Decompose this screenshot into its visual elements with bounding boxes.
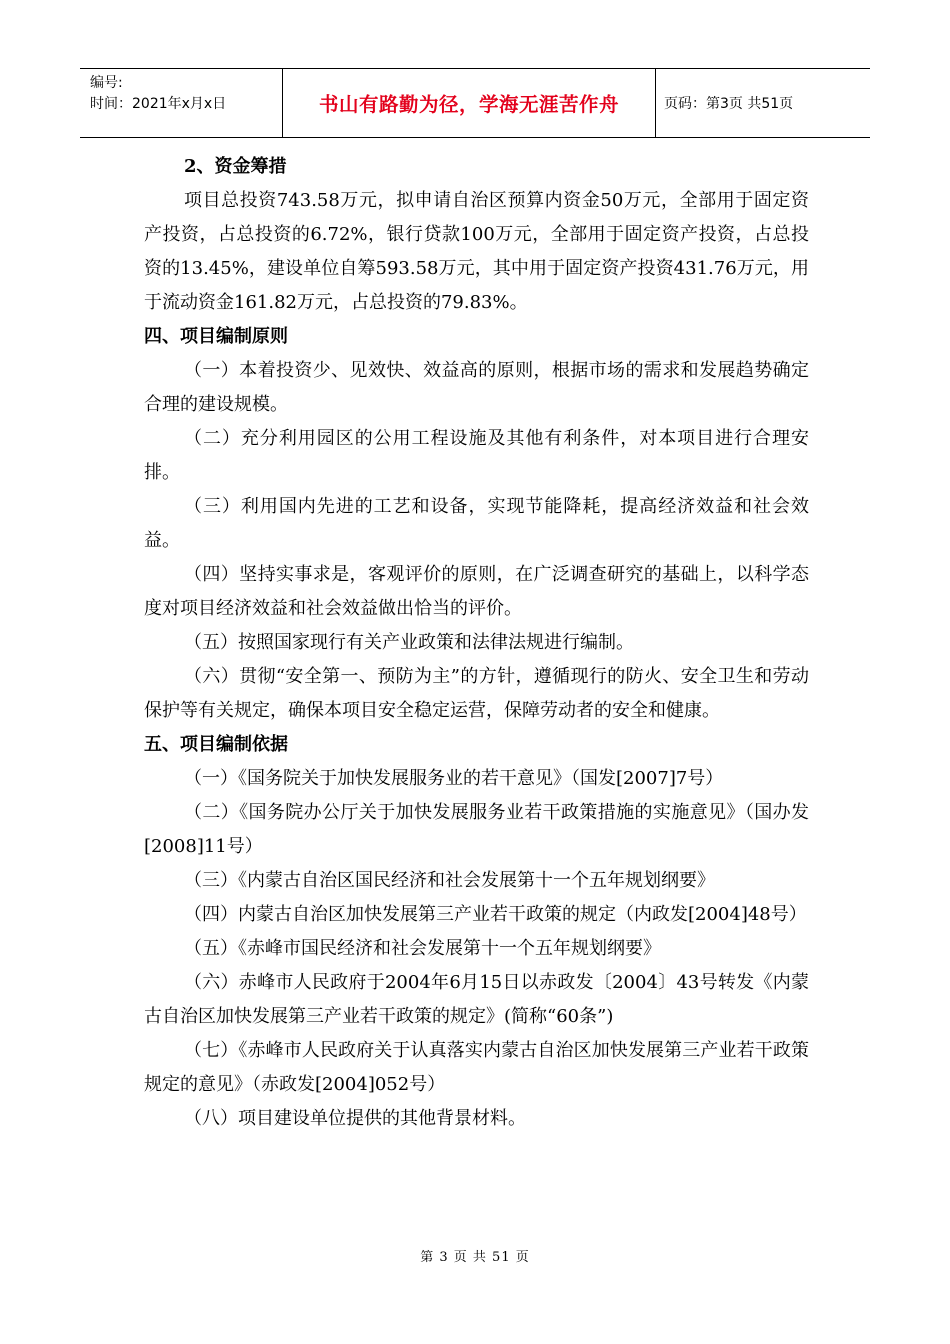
document-number-label: 编号:	[90, 75, 123, 91]
page-footer: 第 3 页 共 51 页	[420, 1250, 530, 1265]
principle-item: （六）贯彻“安全第一、预防为主”的方针，遵循现行的防火、安全卫生和劳动保护等有关规定，确保本项目安全稳定运营，保障劳动者的安全和健康。	[144, 666, 809, 721]
header-page-info: 页码：第3页 共51页	[664, 96, 794, 112]
funding-paragraph: 项目总投资743.58万元，拟申请自治区预算内资金50万元，全部用于固定资产投资，占总投资的6.72%，银行贷款100万元，全部用于固定资产投资，占总投资的13.45%，建设单位自筹593.58万元，其中用于固定资产投资431.76万元，用于流动资金161.82万元，占总投资的79.83%。	[144, 190, 809, 313]
basis-item: （六）赤峰市人民政府于2004年6月15日以赤政发〔2004〕43号转发《内蒙古自治区加快发展第三产业若干政策的规定》(简称“60条”)	[144, 972, 809, 1027]
principle-item: （一）本着投资少、见效快、效益高的原则，根据市场的需求和发展趋势确定合理的建设规模。	[144, 360, 809, 415]
basis-item: （一）《国务院关于加快发展服务业的若干意见》（国发[2007]7号）	[184, 768, 724, 789]
basis-item: （二）《国务院办公厅关于加快发展服务业若干政策措施的实施意见》（国办发[2008]11号）	[144, 802, 809, 857]
principle-item: （二）充分利用园区的公用工程设施及其他有利条件，对本项目进行合理安排。	[144, 428, 809, 483]
basis-item: （四）内蒙古自治区加快发展第三产业若干政策的规定（内政发[2004]48号）	[184, 904, 807, 925]
basis-item: （三）《内蒙古自治区国民经济和社会发展第十一个五年规划纲要》	[184, 870, 715, 891]
header-meta	[80, 69, 283, 137]
principle-item: （四）坚持实事求是，客观评价的原则，在广泛调查研究的基础上，以科学态度对项目经济效益和社会效益做出恰当的评价。	[144, 564, 809, 619]
document-header	[80, 68, 870, 138]
section-4-title: 四、项目编制原则	[144, 326, 288, 347]
section-5-title: 五、项目编制依据	[144, 734, 288, 755]
basis-item: （七）《赤峰市人民政府关于认真落实内蒙古自治区加快发展第三产业若干政策规定的意见》（赤政发[2004]052号）	[144, 1040, 809, 1095]
document-body	[144, 150, 809, 1136]
basis-item: （五）《赤峰市国民经济和社会发展第十一个五年规划纲要》	[184, 938, 661, 959]
principle-item: （五）按照国家现行有关产业政策和法律法规进行编制。	[184, 632, 634, 653]
principle-item: （三）利用国内先进的工艺和设备，实现节能降耗，提高经济效益和社会效益。	[144, 496, 809, 551]
basis-item: （八）项目建设单位提供的其他背景材料。	[184, 1108, 526, 1129]
header-motto: 书山有路勤为径，学海无涯苦作舟	[283, 69, 656, 137]
document-date: 时间：2021年x月x日	[90, 96, 227, 112]
section-2-title: 2、资金筹措	[184, 156, 287, 177]
